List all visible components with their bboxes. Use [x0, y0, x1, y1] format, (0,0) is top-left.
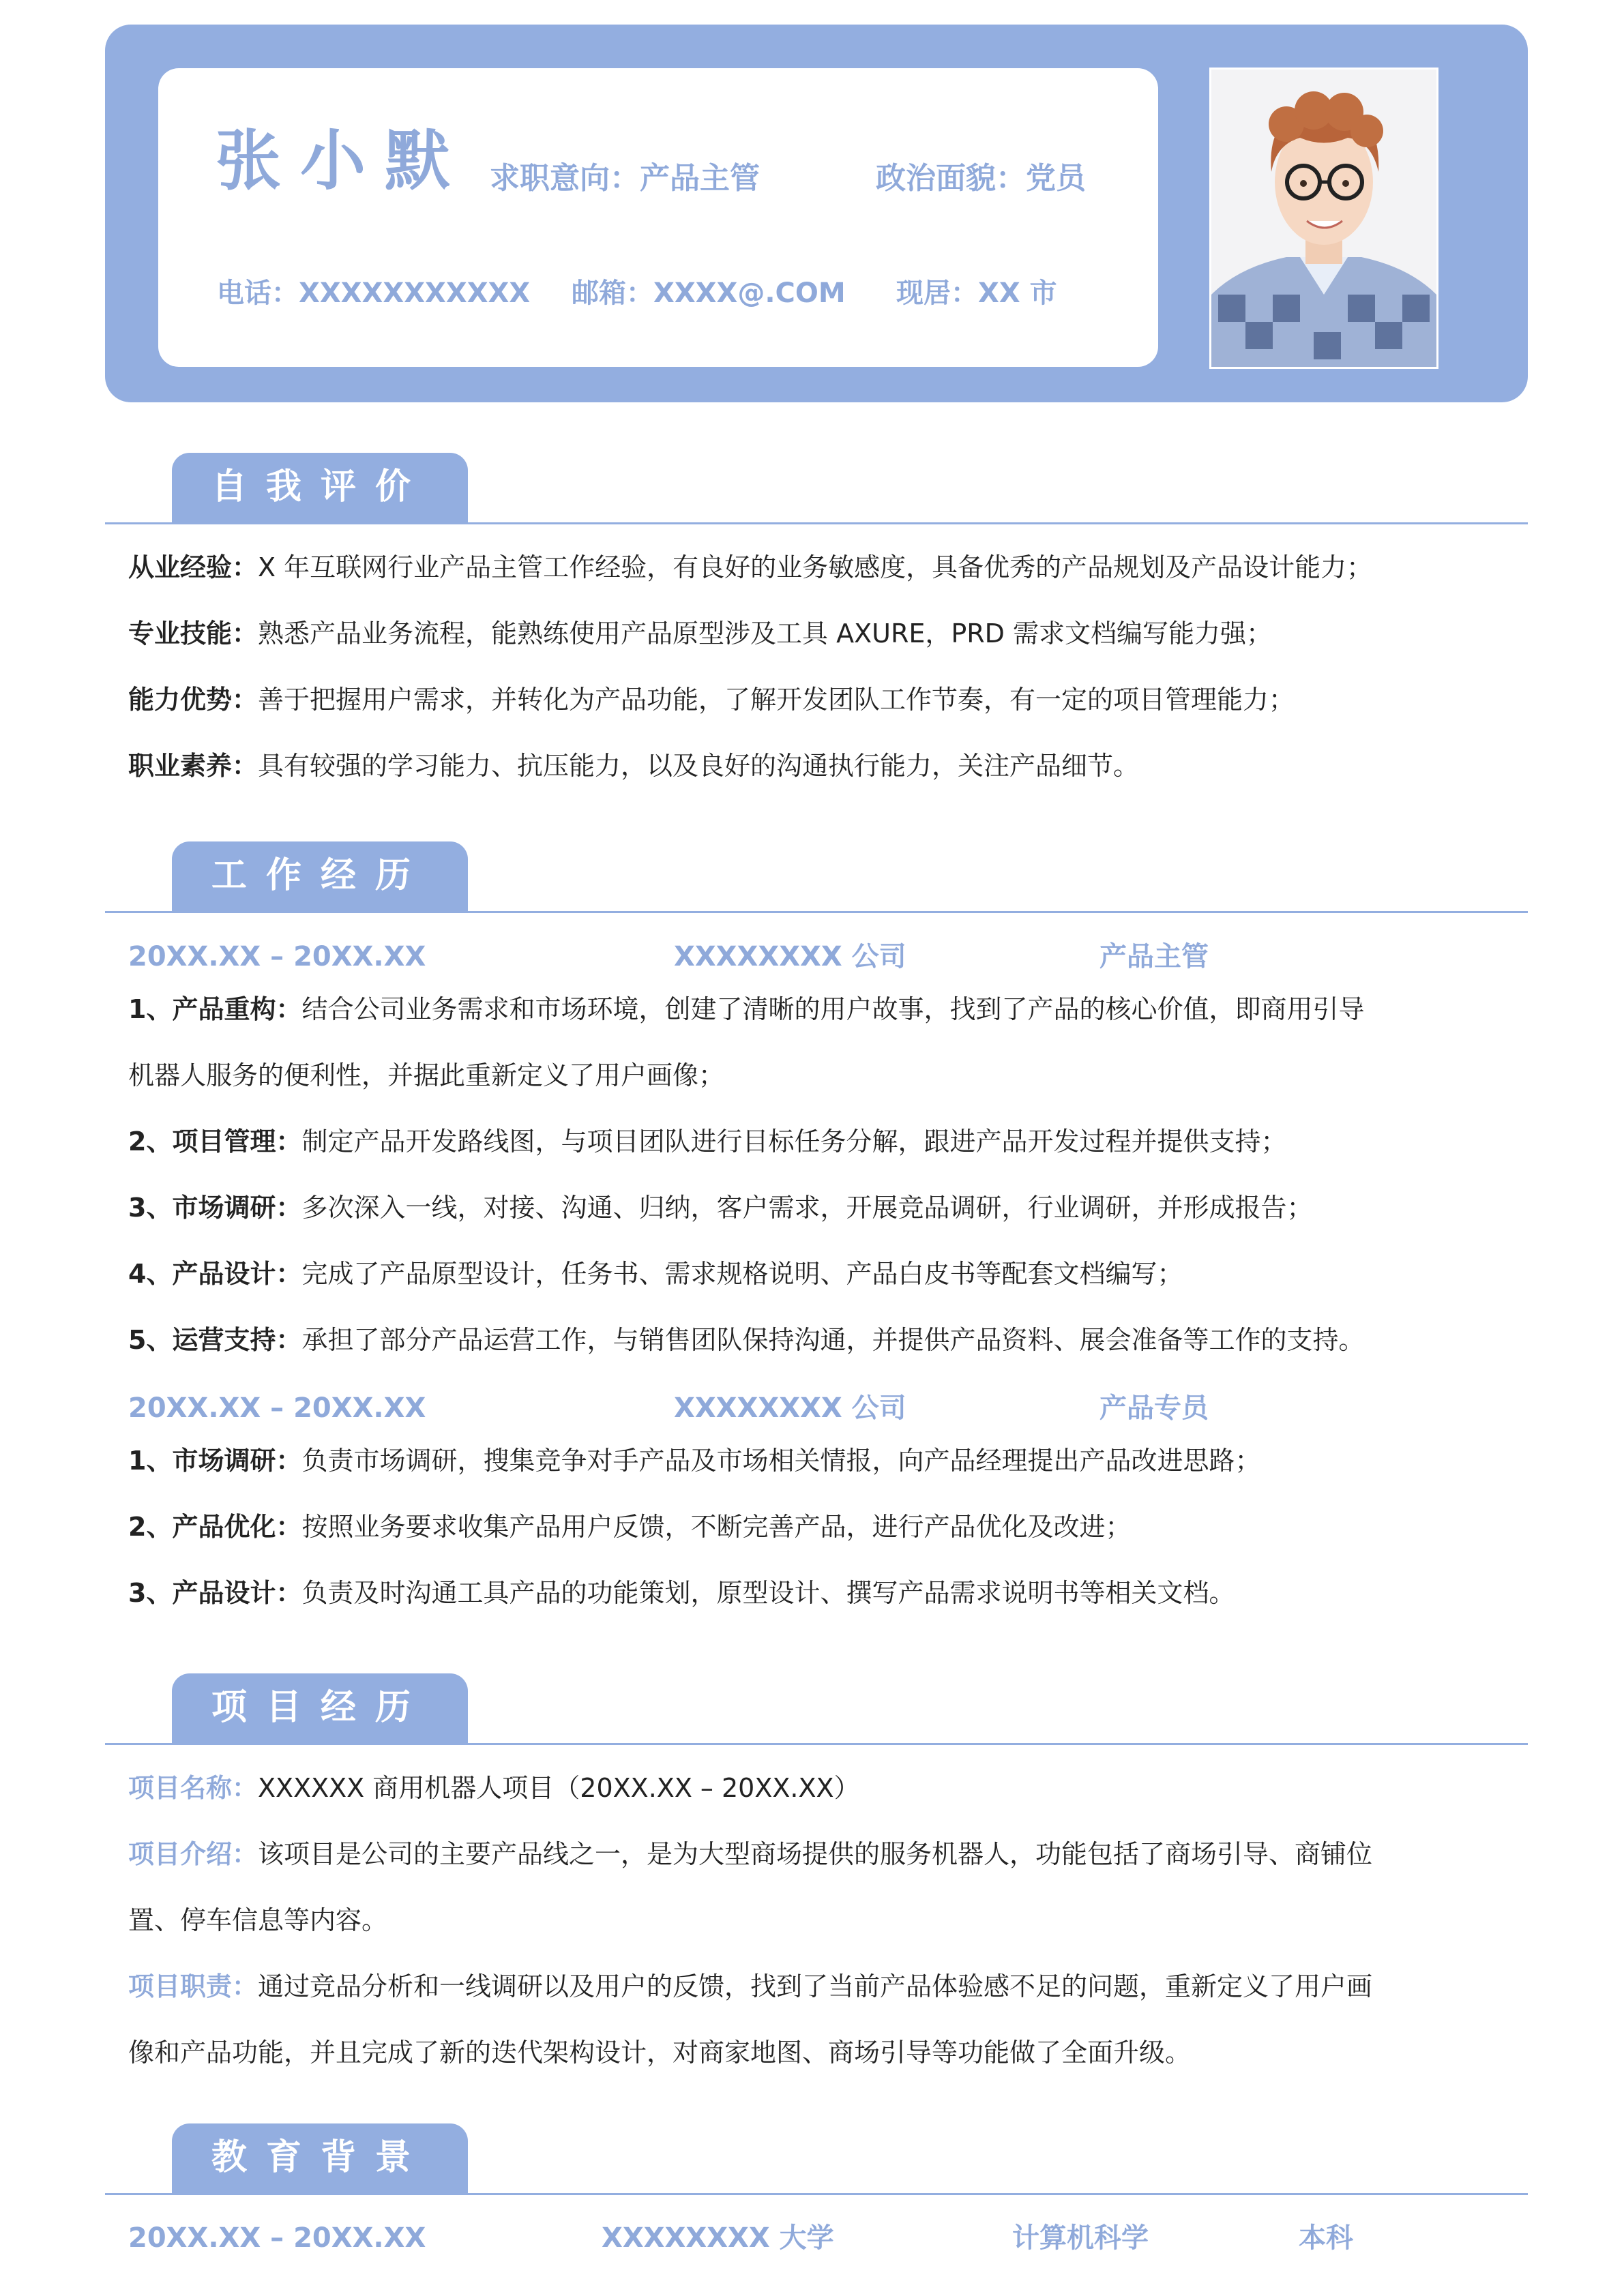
section-title-text: 工作经历 [211, 855, 430, 896]
job-duty-item-continued: 机器人服务的便利性，并据此重新定义了用户画像； [128, 1060, 725, 1090]
job-duty-item: 5、运营支持：承担了部分产品运营工作，与销售团队保持沟通，并提供产品资料、展会准备等工作的支持。 [128, 1325, 1365, 1355]
email: 邮箱：XXXX@.COM [572, 278, 846, 309]
section-title-text: 教育背景 [211, 2137, 430, 2178]
job-company: XXXXXXXX 公司 [674, 1392, 906, 1424]
job-duty-item: 4、产品设计：完成了产品原型设计，任务书、需求规格说明、产品白皮书等配套文档编写； [128, 1259, 1183, 1289]
residence: 现居：XX 市 [896, 278, 1057, 309]
section-title-text: 自我评价 [211, 466, 430, 507]
section-divider [105, 1743, 1528, 1745]
section-divider [105, 911, 1528, 913]
section-divider [105, 522, 1528, 524]
project-duty-continued: 像和产品功能，并且完成了新的迭代架构设计，对商家地图、商场引导等功能做了全面升级。 [128, 2038, 1192, 2068]
self-eval-item: 能力优势：善于把握用户需求，并转化为产品功能，了解开发团队工作节奏，有一定的项目管理能力； [128, 685, 1295, 715]
section-divider [105, 2193, 1528, 2195]
candidate-name: 张小默 [216, 123, 469, 199]
job-position: 产品主管 [1099, 941, 1209, 972]
header-banner [105, 25, 1528, 402]
self-eval-item: 专业技能：熟悉产品业务流程，能熟练使用产品原型涉及工具 AXURE，PRD 需求文档编写能力强； [128, 618, 1273, 648]
job-duty-item: 1、产品重构：结合公司业务需求和市场环境，创建了清晰的用户故事，找到了产品的核心价值，即商用引导 [128, 994, 1365, 1024]
project-duty: 项目职责：通过竞品分析和一线调研以及用户的反馈，找到了当前产品体验感不足的问题，重新定义了用户画 [128, 1971, 1373, 2001]
section-title-project [172, 1673, 468, 1744]
self-eval-item: 从业经验：X 年互联网行业产品主管工作经验，有良好的业务敏感度，具备优秀的产品规划及产品设计能力； [128, 552, 1373, 582]
education-period: 20XX.XX – 20XX.XX [128, 2222, 426, 2254]
project-intro: 项目介绍：该项目是公司的主要产品线之一，是为大型商场提供的服务机器人，功能包括了商场引导、商铺位 [128, 1839, 1373, 1869]
profile-photo [1211, 70, 1436, 367]
section-title-text: 项目经历 [211, 1687, 430, 1728]
section-title-self-eval [172, 453, 468, 524]
job-period: 20XX.XX – 20XX.XX [128, 1392, 426, 1424]
job-duty-item: 3、产品设计：负责及时沟通工具产品的功能策划，原型设计、撰写产品需求说明书等相关文档。 [128, 1578, 1235, 1608]
education-school: XXXXXXXX 大学 [602, 2222, 834, 2254]
job-company: XXXXXXXX 公司 [674, 941, 906, 972]
job-intent: 求职意向：产品主管 [490, 161, 760, 196]
phone: 电话：XXXXXXXXXXX [217, 278, 531, 309]
job-duty-item: 3、市场调研：多次深入一线，对接、沟通、归纳，客户需求，开展竞品调研，行业调研，并形成报告； [128, 1193, 1313, 1223]
project-intro-continued: 置、停车信息等内容。 [128, 1905, 388, 1935]
job-period: 20XX.XX – 20XX.XX [128, 941, 426, 972]
job-position: 产品专员 [1099, 1392, 1209, 1424]
education-degree: 本科 [1299, 2222, 1353, 2254]
job-duty-item: 1、市场调研：负责市场调研，搜集竞争对手产品及市场相关情报，向产品经理提出产品改进思路； [128, 1446, 1261, 1476]
header-info-card [158, 68, 1158, 367]
job-duty-item: 2、项目管理：制定产品开发路线图，与项目团队进行目标任务分解，跟进产品开发过程并提供支持； [128, 1127, 1287, 1157]
self-eval-item: 职业素养：具有较强的学习能力、抗压能力，以及良好的沟通执行能力，关注产品细节。 [128, 751, 1140, 781]
education-major: 计算机科学 [1012, 2222, 1149, 2254]
section-title-work [172, 841, 468, 912]
project-name: 项目名称：XXXXXX 商用机器人项目（20XX.XX – 20XX.XX） [128, 1773, 860, 1803]
job-duty-item: 2、产品优化：按照业务要求收集产品用户反馈，不断完善产品，进行产品优化及改进； [128, 1512, 1132, 1542]
section-title-education [172, 2123, 468, 2194]
political-status: 政治面貌：党员 [876, 161, 1086, 196]
